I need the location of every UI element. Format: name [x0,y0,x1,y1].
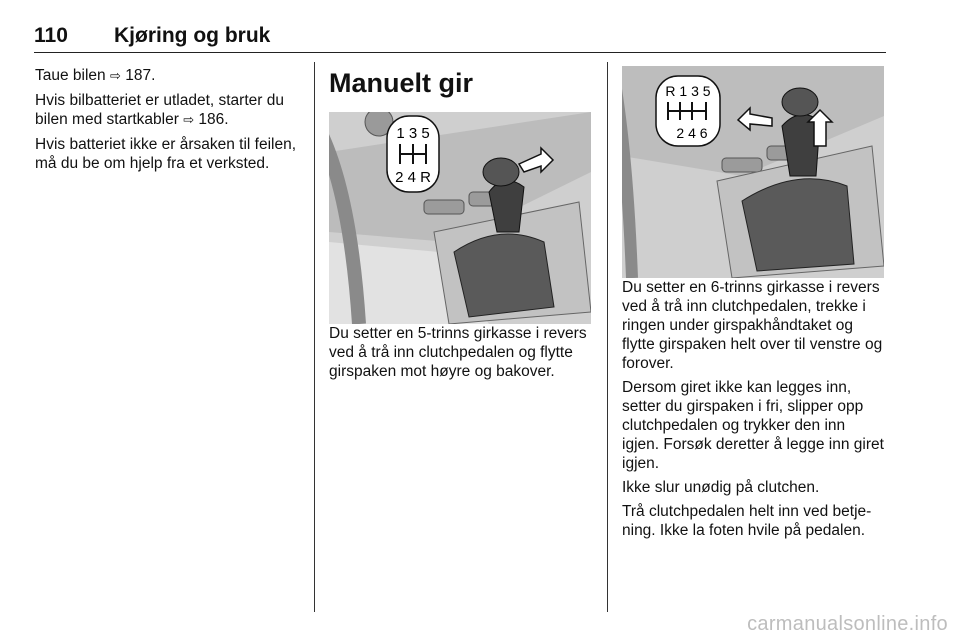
jump-start-reference: Hvis bilbatteriet er utladet, starter du bilen med startkabler ⇨ 186. [35,92,284,128]
watermark: carmanualsonline.info [747,613,948,635]
five-speed-caption: Du setter en 5-trinns girkasse i revers ved å trå inn clutchpedalen og flytte girspaken mot høyre og bakover. [329,325,587,380]
gear-pattern-top-label: R 1 3 5 [665,83,711,99]
page-link-187[interactable]: 187. [125,67,156,84]
gear-pattern-bottom-label: 2 4 R [395,169,431,186]
reference-arrow-icon: ⇨ [109,69,121,84]
gearshift-5-speed-illustration [329,112,591,324]
page-number: 110 [34,24,68,47]
gear-not-engaging-paragraph: Dersom giret ikke kan legges inn, setter du girspaken i fri, slipper opp clutchpedalen og trykker den inn igjen. Forsøk deretter å legge inn giret igjen. [622,379,884,472]
gear-pattern-bottom-label: 2 4 6 [676,125,708,141]
page-header [34,24,886,53]
workshop-paragraph: Hvis batteriet ikke er årsaken til feilen, må du be om hjelp fra et verksted. [35,136,297,172]
section-heading: Manuelt gir [329,68,474,98]
column-right [622,66,886,545]
six-speed-paragraph: Du setter en 6-trinns girkasse i revers ved å trå inn clutchpedalen, trekke i ringen under girspakhåndtaket og flytte girspaken helt over til venstre og forover. [622,279,883,372]
column-left [35,66,305,178]
clutch-pedal-paragraph: Trå clutchpedalen helt inn ved betje-ning. Ikke la foten hvile på pedalen. [622,503,872,539]
column-divider-2 [607,62,608,612]
page-link-186[interactable]: 186. [198,111,229,128]
clutch-slip-paragraph: Ikke slur unødig på clutchen. [622,479,820,496]
tow-reference: Taue bilen ⇨ 187. [35,67,156,84]
column-divider-1 [314,62,315,612]
column-middle [329,66,593,386]
gear-pattern-top-label: 1 3 5 [396,125,430,142]
gearshift-6-speed-illustration [622,66,884,278]
chapter-title: Kjøring og bruk [114,24,271,47]
reference-arrow-icon: ⇨ [183,113,195,128]
